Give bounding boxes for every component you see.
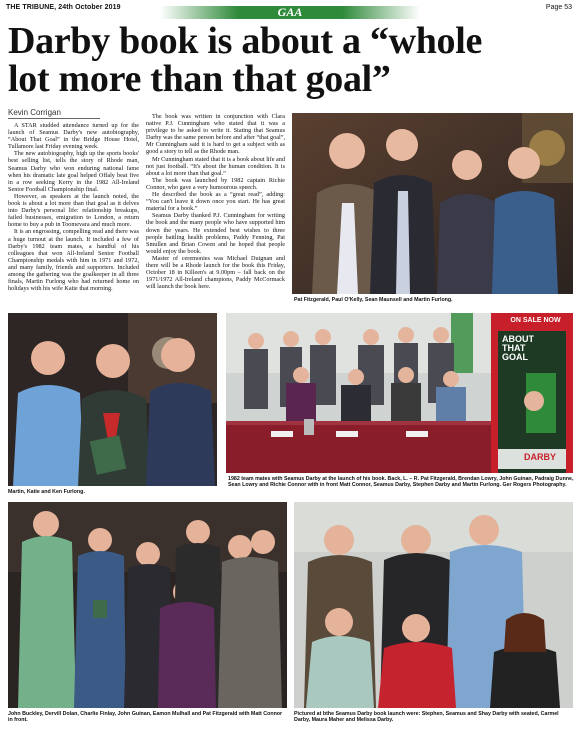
photo-1982-team [226,313,573,473]
banner-title-line: ABOUT [502,334,534,344]
paragraph: However, as speakers at the launch noted, the book is about a lot more than that goal as it delves into Darby's personal life: relationship breakups, failed businesses, emigration to London, a return home to buy a pub in Toomevara and much more. [8,192,139,229]
headline [8,22,574,98]
section-label: GAA [277,5,303,19]
banner-on-sale: ON SALE NOW [510,317,561,324]
paragraph: The new autobiography, high up the sports books' best selling list, tells the story of Rhode man, Seamus Darby who won enduring national fame when his dramatic late goal helped Offaly beat five in a row seeking Kerry in the 1982 All-Ireland Senior Football Championship final. [8,150,139,193]
paragraph: The book was launched by 1982 captain Richie Connor, who gave a very humourous speech. [146,176,285,191]
article-column-1 [8,122,139,312]
banner-title [502,335,534,362]
section-banner [160,6,420,19]
byline: Kevin Corrigan [8,108,61,117]
paragraph: Mr Cunningham stated that it is a book about life and not just football. “It's about the human condition. It is about a lot more than that goal.” [146,155,285,177]
banner-title-line: GOAL [502,352,528,362]
photo-four-men [292,113,573,294]
photo-furlong-family [8,313,217,486]
banner-author: DARBY [524,452,557,462]
paragraph: The book was written in conjunction with Clara native P.J. Cunningham who stated that it was a privilege to be asked to write it. Stating that Seamus Darby was the same person before and after “that goal”, Mr Cunningham said it is hard to get a subject with as good a story to tell as the Rhode man. [146,113,285,156]
headline-line-2: lot more than that goal” [8,58,391,100]
caption-group-bottom-left: John Buckley, Dervill Dolan, Charlie Finlay, John Guinan, Eamon Mulhall and Pat Fitzgerald with Matt Connor in front. [8,711,283,724]
byline-rule [8,118,100,119]
banner-title-line: THAT [502,343,526,353]
paragraph: A STAR studded attendance turned up for the launch of Seamus Darby's new autobiography, “About That Goal” in the Bridge House Hotel, Tullamore last Friday evening week. [8,122,139,151]
paragraph: He described the book as a “great read”, adding: “You can't leave it down once you start. He has great material for a book.” [146,191,285,213]
paragraph: Seamus Darby thanked P.J. Cunningham for writing the book and the many people who have supported him down the years. He extended best wishes to three people battling health problems, Paddy Fenning, Pat Smullen and Brian Cowen and he hoped that people would enjoy the book. [146,212,285,255]
article-column-2 [146,113,285,312]
caption-1982-team: 1982 team mates with Seamus Darby at the launch of his book. Back, L. – R. Pat Fitzgerald, Brendan Lowry, John Guinan, Padraig Dunne, Sean Lowry and Richie Connor with in front Matt Connor, Seamus Darby, Stephen Darby and Martin Furlong. Ger Rogers Photography. [228,476,574,489]
photo-darby-family [294,502,573,708]
caption-darby-family: Pictured at bthe Seamus Darby book launch were: Stephen, Seamus and Shay Darby with seated, Carmel Darby, Maura Maher and Melissa Darby. [294,711,559,724]
paragraph: It is an engrossing, compelling read and there was a huge turnout at the launch. It included a few of Darby's 1982 team mates, a handful of his colleagues that won All-Ireland Senior Football Championship medals with him in 1971 and 1972, and many family, friends and supporters. Included among the gathering was the goalkeeper in all three finals, Martin Furlong who had returned home on holidays with his wife Katie that morning. [8,228,139,293]
page-number: Page 53 [545,4,572,11]
paragraph: Master of ceremonies was Michael Duignan and there will be a Rhode launch for the book this Friday, October 18 in Killeen's at 9.00pm – fall back on the 1971/1972 All-Ireland champions, Paddy McCormack will launch the book here. [146,254,285,291]
caption-four-men: Pat Fitzgerald, Paul O'Kelly, Sean Maunsell and Martin Furlong. [294,297,453,303]
publication-date: THE TRIBUNE, 24th October 2019 [6,4,121,11]
photo-group-bottom-left [8,502,287,708]
caption-furlong-family: Martin, Katie and Ken Furlong. [8,489,85,495]
headline-line-1: Darby book is about a “whole [8,20,483,62]
